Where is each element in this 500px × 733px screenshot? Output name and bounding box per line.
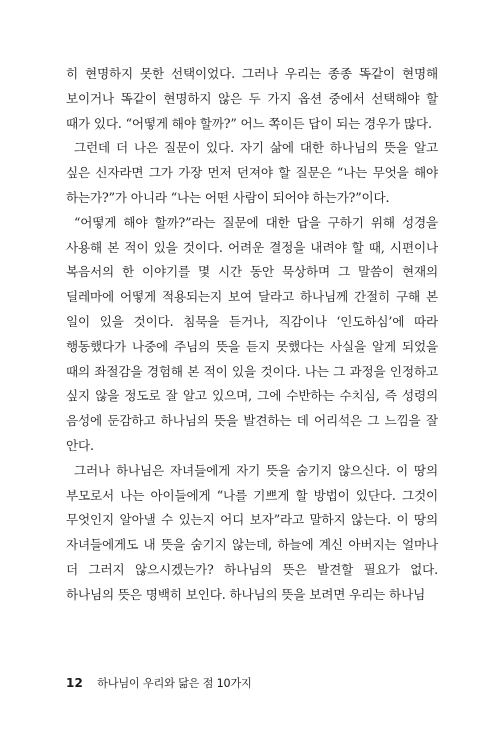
page-number: 12 bbox=[66, 676, 84, 690]
body-text bbox=[66, 62, 438, 608]
paragraph: “어떻게 해야 할까?”라는 질문에 대한 답을 구하기 위해 성경을 사용해 본 적이 있을 것이다. 어려운 결정을 내려야 할 때, 시편이나 복음서의 한 이야기를 몇 시간 동안 묵상하며 그 말씀이 현재의 딜레마에 어떻게 적용되는지 보여 달라고 하나님께 간절히 구해 본 일이 있을 것이다. 침묵을 듣거나, 직감이나 ‘인도하심’에 따라 행동했다가 나중에 주님의 뜻을 듣지 못했다는 사실을 알게 되었을 때의 좌절감을 경험해 본 적이 있을 것이다. 나는 그 과정을 인정하고 싶지 않을 정도로 잘 알고 있으며, 그에 수반하는 수치심, 즉 성령의 음성에 둔감하고 하나님의 뜻을 발견하는 데 어리석은 그 느낌을 잘 안다. bbox=[66, 214, 438, 453]
paragraph-continued: 히 현명하지 못한 선택이었다. 그러나 우리는 종종 똑같이 현명해 보이거나 똑같이 현명하지 않은 두 가지 옵션 중에서 선택해야 할 때가 있다. “어떻게 해야 할까?” 어느 쪽이든 답이 되는 경우가 많다. bbox=[66, 66, 438, 131]
paragraph: 그러나 하나님은 자녀들에게 자기 뜻을 숨기지 않으신다. 이 땅의 부모로서 나는 아이들에게 “나를 기쁘게 할 방법이 있단다. 그것이 무엇인지 알아낼 수 있는지 어디 보자”라고 말하지 않는다. 이 땅의 자녀들에게도 내 뜻을 숨기지 않는데, 하늘에 계신 아버지는 얼마나 더 그러지 않으시겠는가? 하나님의 뜻은 발견할 필요가 없다. 하나님의 뜻은 명백히 보인다. 하나님의 뜻을 보려면 우리는 하나님 bbox=[66, 462, 438, 602]
paragraph: 그런데 더 나은 질문이 있다. 자기 삶에 대한 하나님의 뜻을 알고 싶은 신자라면 그가 가장 먼저 던져야 할 질문은 “나는 무엇을 해야 하는가?”가 아니라 “나는 어떤 사람이 되어야 하는가?”이다. bbox=[66, 140, 438, 205]
running-title: 하나님이 우리와 닮은 점 10가지 bbox=[97, 677, 252, 690]
page-footer bbox=[66, 675, 252, 691]
